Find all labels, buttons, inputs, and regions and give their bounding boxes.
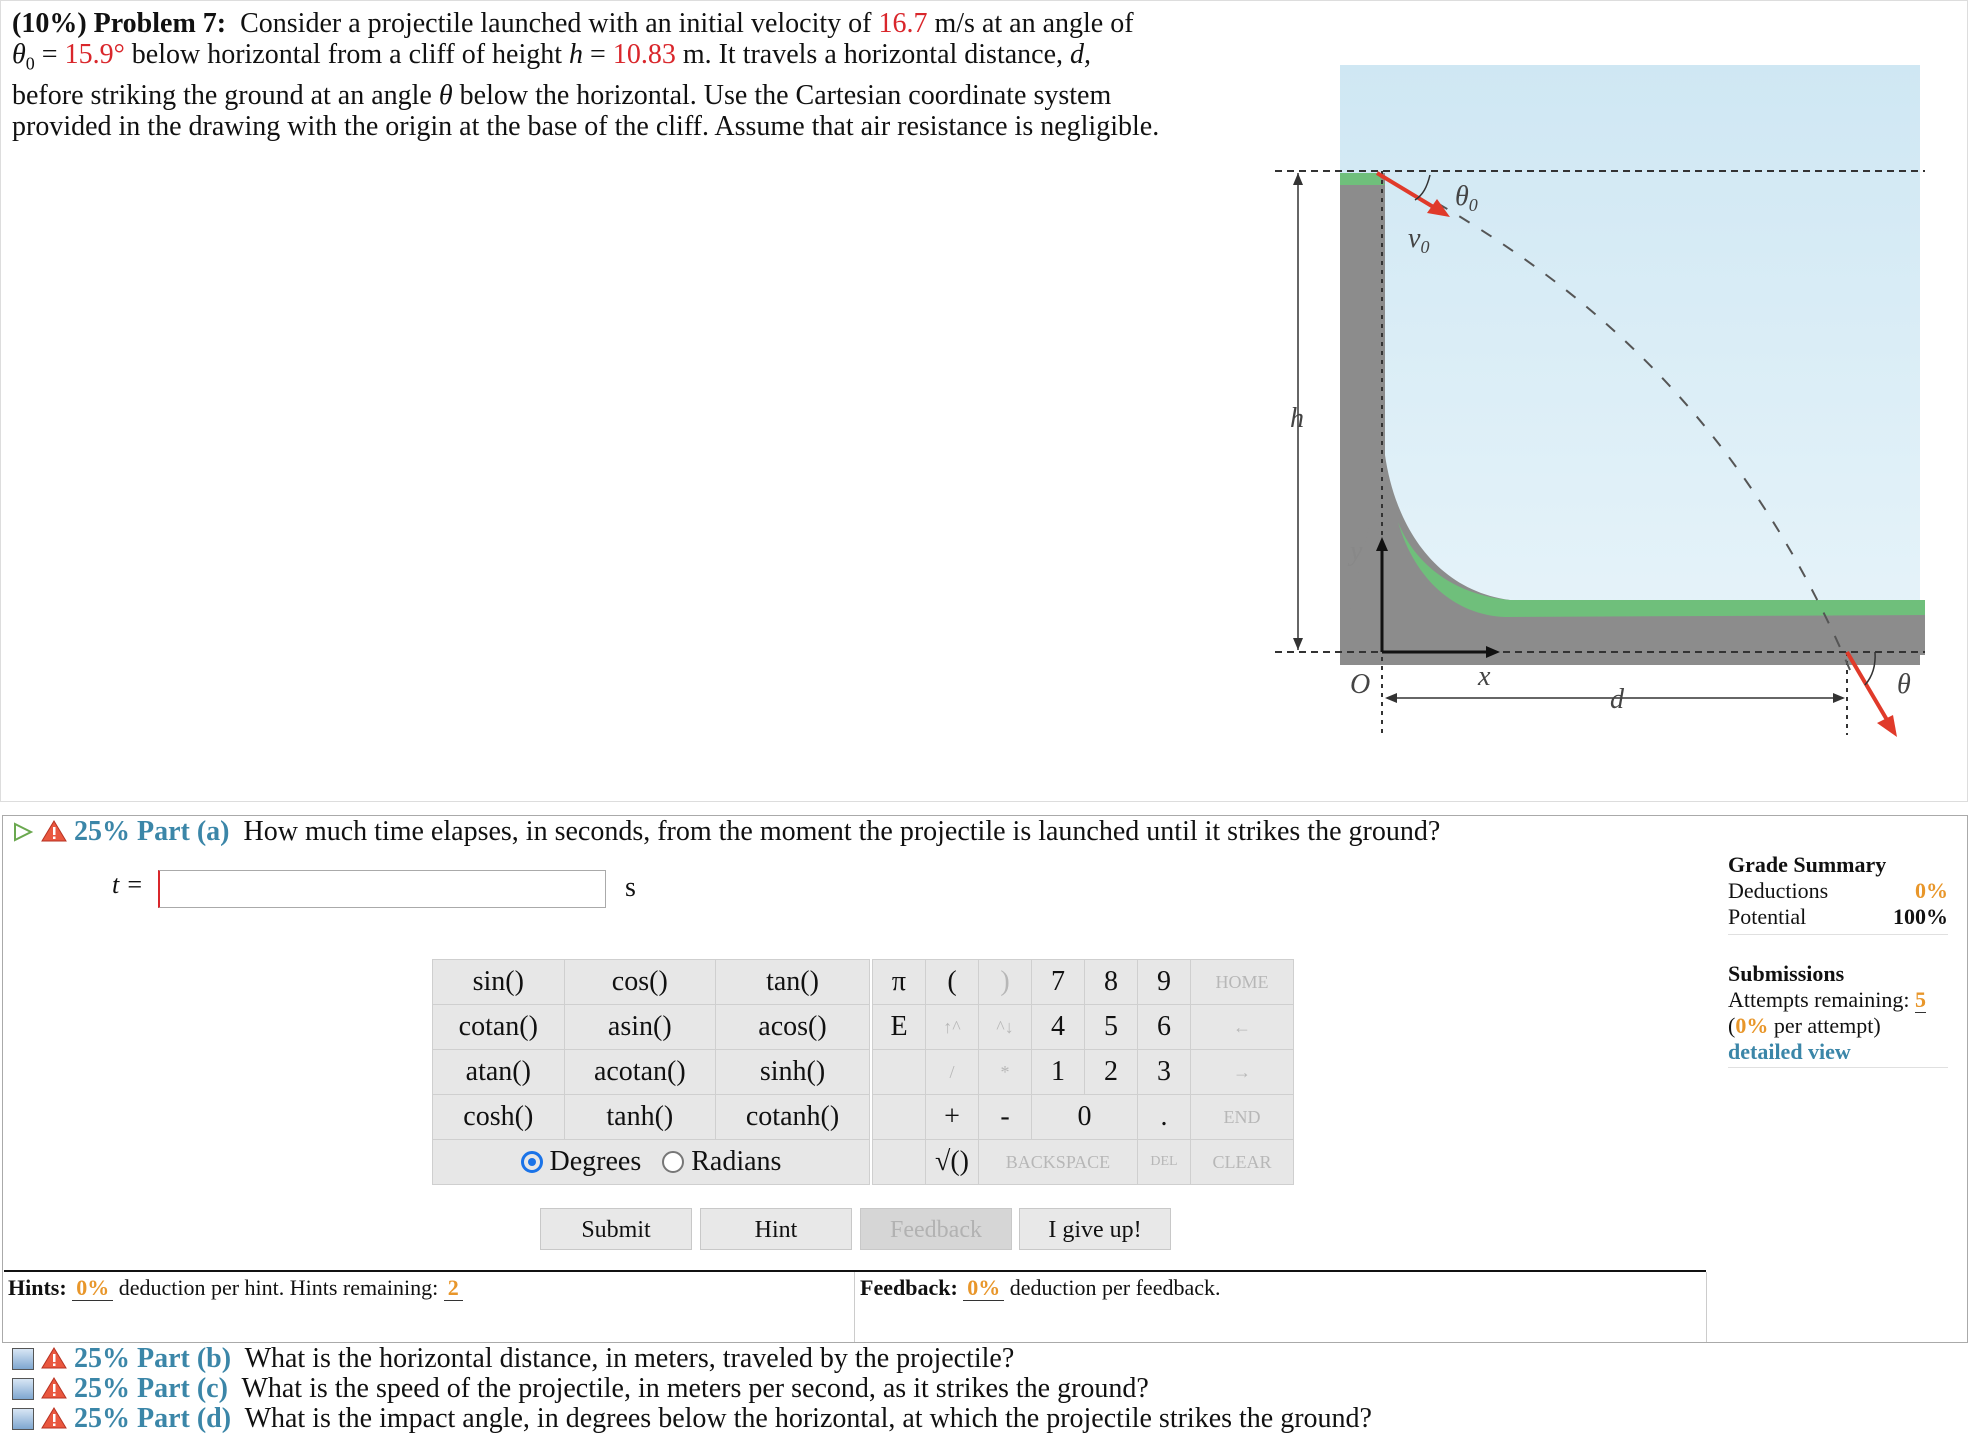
per-attempt-open: ( <box>1728 1013 1736 1038</box>
submissions-title: Submissions <box>1728 961 1845 986</box>
feedback-text: deduction per feedback. <box>1009 1275 1221 1300</box>
key-acotan[interactable]: acotan() <box>564 1050 715 1095</box>
key-blank-3 <box>873 1140 926 1185</box>
degrees-radio[interactable] <box>521 1151 543 1173</box>
hints-label: Hints: <box>8 1275 67 1300</box>
theta-symbol: θ <box>438 79 453 111</box>
unit-label: s <box>625 872 636 903</box>
key-cosh[interactable]: cosh() <box>433 1095 565 1140</box>
h-symbol: h <box>569 39 584 70</box>
grade-summary <box>1728 852 1948 1068</box>
h-arrow-top <box>1293 173 1303 185</box>
problem-line3a: before striking the ground at an angle <box>12 79 432 111</box>
d-arrow-left <box>1385 693 1397 703</box>
attempts-label: Attempts remaining: <box>1728 987 1910 1012</box>
part-b-question: What is the horizontal distance, in meters, traveled by the projectile? <box>244 1343 1015 1374</box>
part-d-row[interactable] <box>12 1404 1372 1434</box>
fig-y-label: y <box>1350 536 1363 567</box>
fig-h-label: h <box>1290 403 1304 434</box>
function-keypad <box>432 959 870 1185</box>
hints-feedback-divider <box>4 1270 1706 1272</box>
hints-text: deduction per hint. Hints remaining: <box>118 1275 439 1300</box>
key-sin[interactable]: sin() <box>433 960 565 1005</box>
radians-radio[interactable] <box>662 1151 684 1173</box>
key-plus[interactable]: + <box>926 1095 979 1140</box>
problem-line4: provided in the drawing with the origin at the base of the cliff. Assume that air resistance is negligible. <box>12 110 1160 142</box>
attempts-value: 5 <box>1914 987 1926 1012</box>
part-b-expand-icon[interactable] <box>12 1348 34 1370</box>
part-d-question: What is the impact angle, in degrees below the horizontal, at which the projectile strikes the ground? <box>244 1403 1372 1434</box>
key-blank-1 <box>873 1050 926 1095</box>
part-a-question: How much time elapses, in seconds, from the moment the projectile is launched until it strikes the ground? <box>243 816 1441 847</box>
v0-value: 16.7 <box>878 8 928 39</box>
key-pi[interactable]: π <box>873 960 926 1005</box>
impact-arrowhead <box>1877 715 1897 737</box>
key-1[interactable]: 1 <box>1032 1050 1085 1095</box>
key-acos[interactable]: acos() <box>716 1005 870 1050</box>
key-8[interactable]: 8 <box>1085 960 1138 1005</box>
detailed-view-link[interactable]: detailed view <box>1728 1039 1948 1068</box>
key-blank-2 <box>873 1095 926 1140</box>
key-cotan[interactable]: cotan() <box>433 1005 565 1050</box>
warning-icon <box>41 819 67 843</box>
v0-unit: m/s at an angle of <box>934 8 1134 39</box>
hints-pct: 0% <box>72 1275 113 1301</box>
part-a-header <box>12 816 1440 848</box>
key-tanh[interactable]: tanh() <box>564 1095 715 1140</box>
key-divide[interactable]: / <box>926 1050 979 1095</box>
key-left[interactable]: ← <box>1191 1005 1294 1050</box>
feedback-pct: 0% <box>963 1275 1004 1301</box>
part-b-percent: 25% <box>74 1343 130 1374</box>
key-clear[interactable]: CLEAR <box>1191 1140 1294 1185</box>
expand-arrow-icon[interactable] <box>12 821 34 843</box>
theta0-text: below horizontal from a cliff of height <box>131 39 563 70</box>
key-sinh[interactable]: sinh() <box>716 1050 870 1095</box>
problem-intro: Consider a projectile launched with an initial velocity of <box>240 8 872 39</box>
part-d-percent: 25% <box>74 1403 130 1434</box>
key-minus[interactable]: - <box>979 1095 1032 1140</box>
feedback-button[interactable]: Feedback <box>860 1208 1012 1250</box>
key-right[interactable]: → <box>1191 1050 1294 1095</box>
h-arrow-bottom <box>1293 638 1303 650</box>
deductions-label: Deductions <box>1728 878 1829 903</box>
part-c-percent: 25% <box>74 1373 130 1404</box>
key-close-paren[interactable]: ) <box>979 960 1032 1005</box>
key-asin[interactable]: asin() <box>564 1005 715 1050</box>
hints-feedback-right-border <box>1706 1272 1707 1342</box>
potential-label: Potential <box>1728 904 1807 929</box>
key-E[interactable]: E <box>873 1005 926 1050</box>
h-eq: = <box>590 39 606 70</box>
theta0-sub: 0 <box>25 53 35 74</box>
deductions-row <box>1728 878 1948 904</box>
key-cos[interactable]: cos() <box>564 960 715 1005</box>
key-multiply[interactable]: * <box>979 1050 1032 1095</box>
degrees-label: Degrees <box>549 1146 642 1177</box>
key-4[interactable]: 4 <box>1032 1005 1085 1050</box>
key-up[interactable]: ↑^ <box>926 1005 979 1050</box>
part-b-row[interactable] <box>12 1344 1372 1374</box>
part-c-expand-icon[interactable] <box>12 1378 34 1400</box>
per-attempt-text: per attempt) <box>1773 1013 1881 1038</box>
problem-line3b: below the horizontal. Use the Cartesian coordinate system <box>459 79 1112 111</box>
key-2[interactable]: 2 <box>1085 1050 1138 1095</box>
potential-value: 100% <box>1893 904 1948 929</box>
problem-number: Problem 7: <box>93 8 227 39</box>
key-dot[interactable]: . <box>1138 1095 1191 1140</box>
h-value: 10.83 <box>612 39 676 70</box>
d-symbol: d, <box>1070 39 1092 70</box>
fig-x-label: x <box>1478 661 1491 692</box>
number-keypad <box>872 959 1294 1185</box>
feedback-info <box>860 1275 1221 1301</box>
key-0[interactable]: 0 <box>1032 1095 1138 1140</box>
part-c-label: Part (c) <box>137 1373 228 1404</box>
fig-v0-label: $v_0$ <box>1408 223 1430 257</box>
key-5[interactable]: 5 <box>1085 1005 1138 1050</box>
warning-icon <box>41 1406 67 1430</box>
problem-statement <box>12 8 1232 142</box>
theta0-symbol: θ <box>12 39 26 70</box>
part-a-percent: 25% <box>74 816 130 847</box>
hint-button[interactable]: Hint <box>700 1208 852 1250</box>
key-home[interactable]: HOME <box>1191 960 1294 1005</box>
hints-info <box>8 1275 463 1301</box>
key-down[interactable]: ^↓ <box>979 1005 1032 1050</box>
key-atan[interactable]: atan() <box>433 1050 565 1095</box>
other-parts-list <box>12 1344 1372 1434</box>
submit-button[interactable]: Submit <box>540 1208 692 1250</box>
part-b-label: Part (b) <box>137 1343 232 1374</box>
part-d-expand-icon[interactable] <box>12 1408 34 1430</box>
warning-icon <box>41 1346 67 1370</box>
d-arrow-right <box>1833 693 1845 703</box>
fig-theta-label: θ <box>1897 669 1911 700</box>
deductions-value: 0% <box>1915 878 1948 903</box>
projectile-figure <box>1265 55 1945 755</box>
problem-weight: (10%) <box>12 8 87 39</box>
per-attempt-pct: 0% <box>1735 1013 1769 1038</box>
theta0-value: 15.9° <box>64 39 125 70</box>
h-unit: m. It travels a horizontal distance, <box>682 39 1064 70</box>
angle-mode <box>433 1140 870 1185</box>
fig-d-label: d <box>1610 684 1624 715</box>
part-a-label: Part (a) <box>137 816 230 847</box>
part-c-row[interactable] <box>12 1374 1372 1404</box>
warning-icon <box>41 1376 67 1400</box>
hints-feedback-separator <box>854 1272 855 1342</box>
theta0-eq: = <box>41 39 58 70</box>
part-c-question: What is the speed of the projectile, in meters per second, as it strikes the ground? <box>241 1373 1149 1404</box>
key-7[interactable]: 7 <box>1032 960 1085 1005</box>
key-sqrt[interactable]: √() <box>926 1140 979 1185</box>
radians-label: Radians <box>691 1146 782 1177</box>
potential-row <box>1728 904 1948 935</box>
key-open-paren[interactable]: ( <box>926 960 979 1005</box>
t-label: t = <box>112 870 144 899</box>
key-9[interactable]: 9 <box>1138 960 1191 1005</box>
attempts-row <box>1728 987 1948 1013</box>
key-del[interactable]: DEL <box>1138 1140 1191 1185</box>
key-6[interactable]: 6 <box>1138 1005 1191 1050</box>
fig-O-label: O <box>1350 669 1371 700</box>
key-tan[interactable]: tan() <box>716 960 870 1005</box>
key-cotanh[interactable]: cotanh() <box>716 1095 870 1140</box>
hints-remaining: 2 <box>444 1275 463 1301</box>
key-3[interactable]: 3 <box>1138 1050 1191 1095</box>
part-d-label: Part (d) <box>137 1403 232 1434</box>
key-backspace[interactable]: BACKSPACE <box>979 1140 1138 1185</box>
grade-title: Grade Summary <box>1728 852 1887 877</box>
fig-theta0-label: $\theta_0$ <box>1455 181 1478 215</box>
feedback-label: Feedback: <box>860 1275 958 1300</box>
give-up-button[interactable]: I give up! <box>1019 1208 1171 1250</box>
answer-input[interactable] <box>158 870 606 908</box>
key-end[interactable]: END <box>1191 1095 1294 1140</box>
per-attempt-row <box>1728 1013 1948 1039</box>
